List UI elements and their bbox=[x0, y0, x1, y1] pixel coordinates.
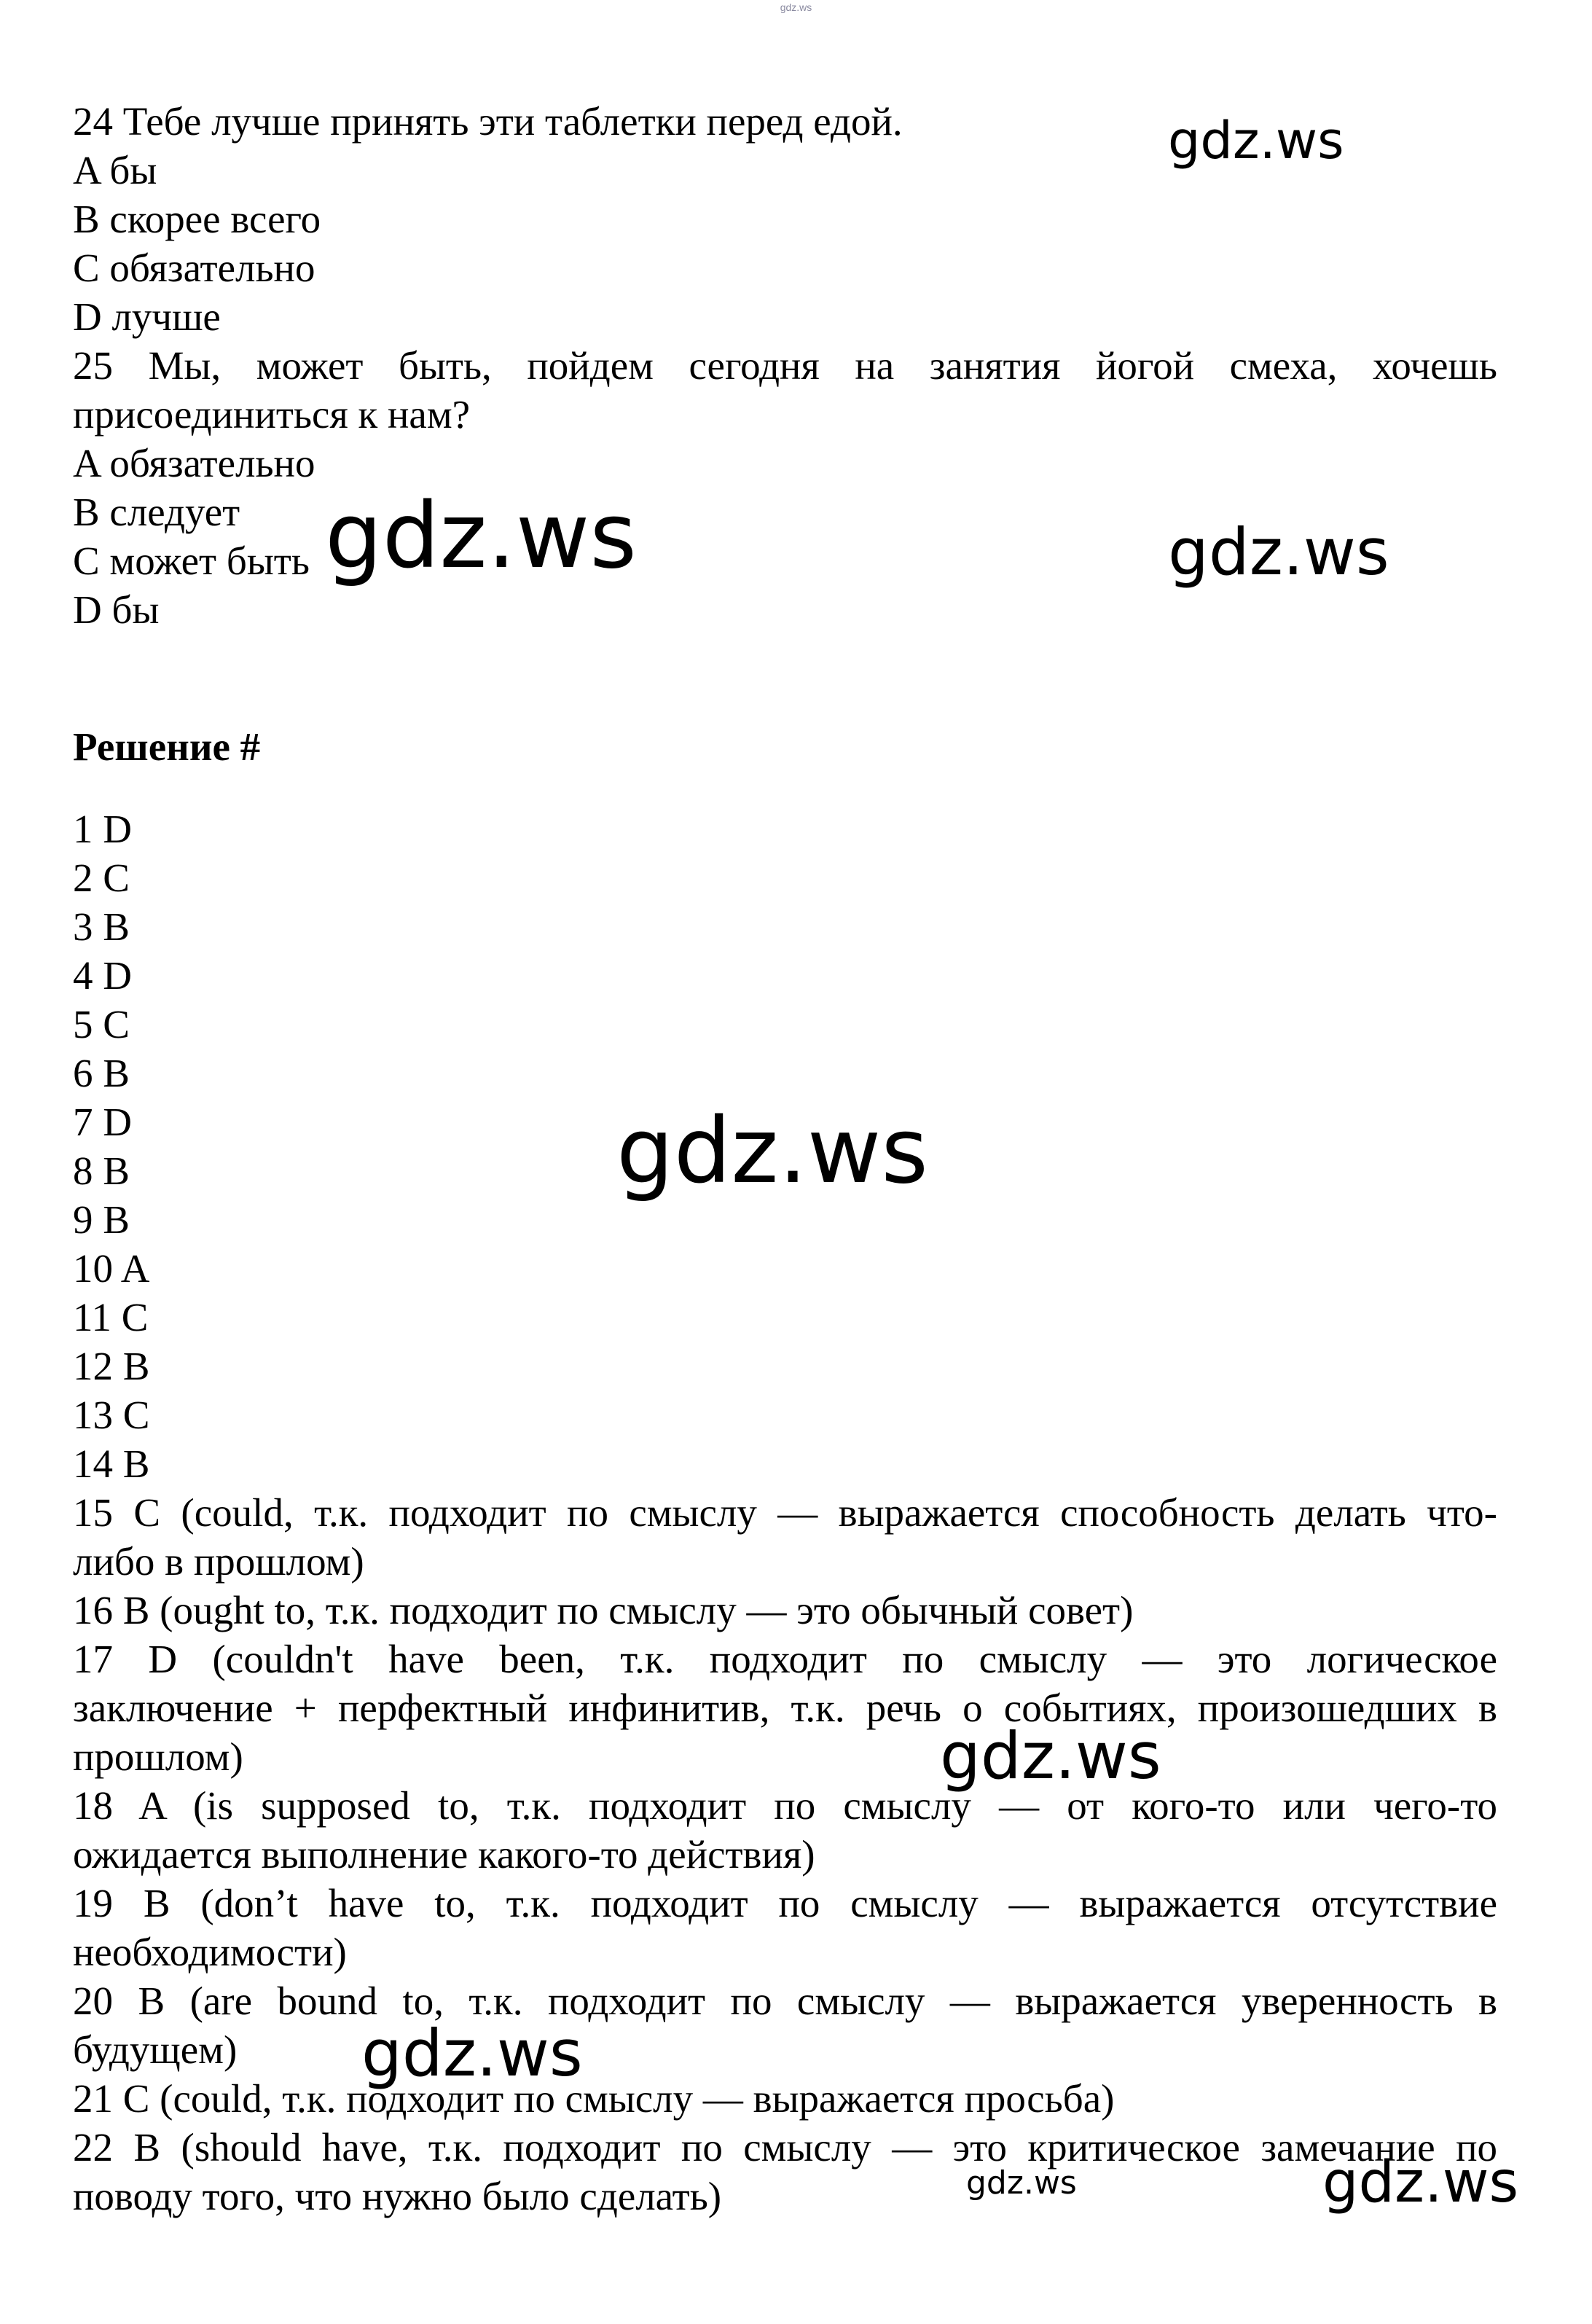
answer-22-line2: поводу того, что нужно было сделать) bbox=[73, 2174, 722, 2218]
answer-7: 7 D bbox=[73, 1100, 132, 1144]
question-24-text: 24 Тебе лучше принять эти таблетки перед едой. bbox=[73, 99, 903, 144]
watermark: gdz.ws bbox=[325, 484, 637, 589]
header-watermark: gdz.ws bbox=[780, 1, 812, 13]
watermark: gdz.ws bbox=[966, 2164, 1077, 2202]
answer-4: 4 D bbox=[73, 953, 132, 998]
solution-heading: Решение # bbox=[73, 724, 261, 769]
answer-10: 10 A bbox=[73, 1246, 150, 1291]
watermark: gdz.ws bbox=[1168, 515, 1389, 590]
question-24-option-d: D лучше bbox=[73, 294, 221, 339]
answer-15-line1: 15 C (could, т.к. подходит по смыслу — выражается способность делать что- bbox=[73, 1490, 1497, 1535]
answer-15-line2: либо в прошлом) bbox=[73, 1539, 364, 1584]
answer-18-line2: ожидается выполнение какого-то действия) bbox=[73, 1832, 815, 1877]
answer-9: 9 B bbox=[73, 1197, 130, 1242]
answer-2: 2 C bbox=[73, 856, 130, 900]
answer-3: 3 B bbox=[73, 904, 130, 949]
watermark: gdz.ws bbox=[940, 1718, 1161, 1793]
answer-20-line2: будущем) bbox=[73, 2027, 238, 2072]
answer-19-line1: 19 B (don’t have to, т.к. подходит по смыслу — выражается отсутствие bbox=[73, 1881, 1497, 1925]
question-25-option-d: D бы bbox=[73, 587, 160, 632]
watermark: gdz.ws bbox=[616, 1099, 928, 1204]
answer-11: 11 C bbox=[73, 1295, 149, 1339]
question-24-option-c: C обязательно bbox=[73, 246, 315, 290]
answer-21: 21 C (could, т.к. подходит по смыслу — выражается просьба) bbox=[73, 2076, 1115, 2121]
question-24-option-b: B скорее всего bbox=[73, 197, 321, 241]
watermark: gdz.ws bbox=[1168, 111, 1344, 171]
answer-20-line1: 20 B (are bound to, т.к. подходит по смыслу — выражается уверенность в bbox=[73, 1979, 1497, 2023]
question-25-option-c: C может быть bbox=[73, 539, 310, 583]
watermark: gdz.ws bbox=[1322, 2150, 1519, 2215]
answer-1: 1 D bbox=[73, 807, 132, 851]
answer-16: 16 B (ought to, т.к. подходит по смыслу — это обычный совет) bbox=[73, 1588, 1134, 1632]
answer-22-line1: 22 B (should have, т.к. подходит по смыслу — это критическое замечание по bbox=[73, 2125, 1497, 2170]
question-24-option-a: A бы bbox=[73, 148, 157, 192]
answer-17-line3: прошлом) bbox=[73, 1734, 243, 1779]
answer-13: 13 C bbox=[73, 1393, 150, 1437]
question-25-option-a: A обязательно bbox=[73, 441, 315, 485]
answer-14: 14 B bbox=[73, 1441, 150, 1486]
question-25-text-line1: 25 Мы, может быть, пойдем сегодня на занятия йогой смеха, хочешь bbox=[73, 343, 1497, 388]
answer-8: 8 B bbox=[73, 1149, 130, 1193]
answer-17-line1: 17 D (couldn't have been, т.к. подходит по смыслу — это логическое bbox=[73, 1637, 1497, 1681]
answer-5: 5 C bbox=[73, 1002, 130, 1046]
watermark: gdz.ws bbox=[361, 2016, 583, 2091]
answer-12: 12 B bbox=[73, 1344, 150, 1388]
answer-19-line2: необходимости) bbox=[73, 1930, 347, 1974]
answer-6: 6 B bbox=[73, 1051, 130, 1095]
question-25-option-b: B следует bbox=[73, 490, 240, 534]
question-25-text-line2: присоединиться к нам? bbox=[73, 392, 471, 437]
answer-17-line2: заключение + перфектный инфинитив, т.к. речь о событиях, произошедших в bbox=[73, 1686, 1497, 1730]
answer-18-line1: 18 A (is supposed to, т.к. подходит по смыслу — от кого-то или чего-то bbox=[73, 1783, 1497, 1828]
